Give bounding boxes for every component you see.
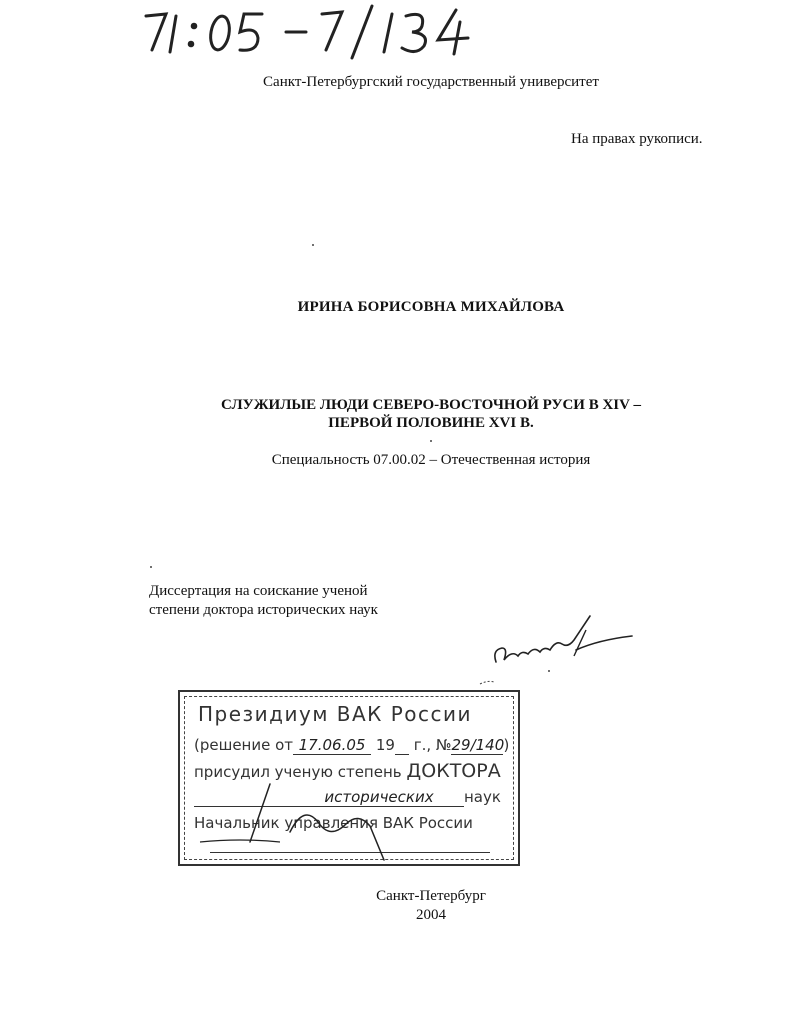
dissertation-line-1: Диссертация на соискание ученой xyxy=(149,583,368,599)
scan-speck xyxy=(430,440,432,442)
decision-date: 17.06.05 xyxy=(293,736,371,755)
stamp-decision-line: (решение от 17.06.05 19 г., №29/140) xyxy=(194,736,510,754)
scan-speck xyxy=(548,670,550,672)
title-line-1: СЛУЖИЛЫЕ ЛЮДИ СЕВЕРО-ВОСТОЧНОЙ РУСИ В XIV – xyxy=(221,397,641,413)
vak-stamp xyxy=(178,690,520,866)
author-name: ИРИНА БОРИСОВНА МИХАЙЛОВА xyxy=(297,299,565,315)
awarded-prefix: присудил ученую степень xyxy=(194,763,402,781)
dissertation-title xyxy=(0,396,795,432)
publication-place xyxy=(0,887,795,925)
year: 2004 xyxy=(416,907,446,923)
degree: ДОКТОРА xyxy=(406,760,501,782)
scan-speck xyxy=(150,566,152,568)
decision-prefix: (решение от xyxy=(194,736,294,754)
stamp-organization: Президиум ВАК России xyxy=(198,702,473,726)
field-handwritten: исторических xyxy=(294,788,464,807)
field-suffix: наук xyxy=(464,788,501,806)
author-signature xyxy=(478,610,638,690)
decision-number: 29/140 xyxy=(451,736,505,754)
scan-speck xyxy=(312,244,314,246)
dissertation-line-2: степени доктора исторических наук xyxy=(149,602,378,618)
handwritten-catalog-code xyxy=(140,2,480,62)
title-line-2: ПЕРВОЙ ПОЛОВИНЕ XVI В. xyxy=(328,415,534,431)
specialty: Специальность 07.00.02 – Отечественная история xyxy=(271,452,591,468)
year-prefix: 19 xyxy=(375,736,395,754)
city: Санкт-Петербург xyxy=(376,888,486,904)
number-label: г., № xyxy=(413,736,452,754)
university-name: Санкт-Петербургский государственный университет xyxy=(263,74,599,90)
rights-notice: На правах рукописи. xyxy=(571,131,703,147)
official-signature xyxy=(180,692,522,868)
dissertation-statement xyxy=(149,582,378,620)
stamp-head-title: Начальник управления ВАК России xyxy=(194,814,473,832)
